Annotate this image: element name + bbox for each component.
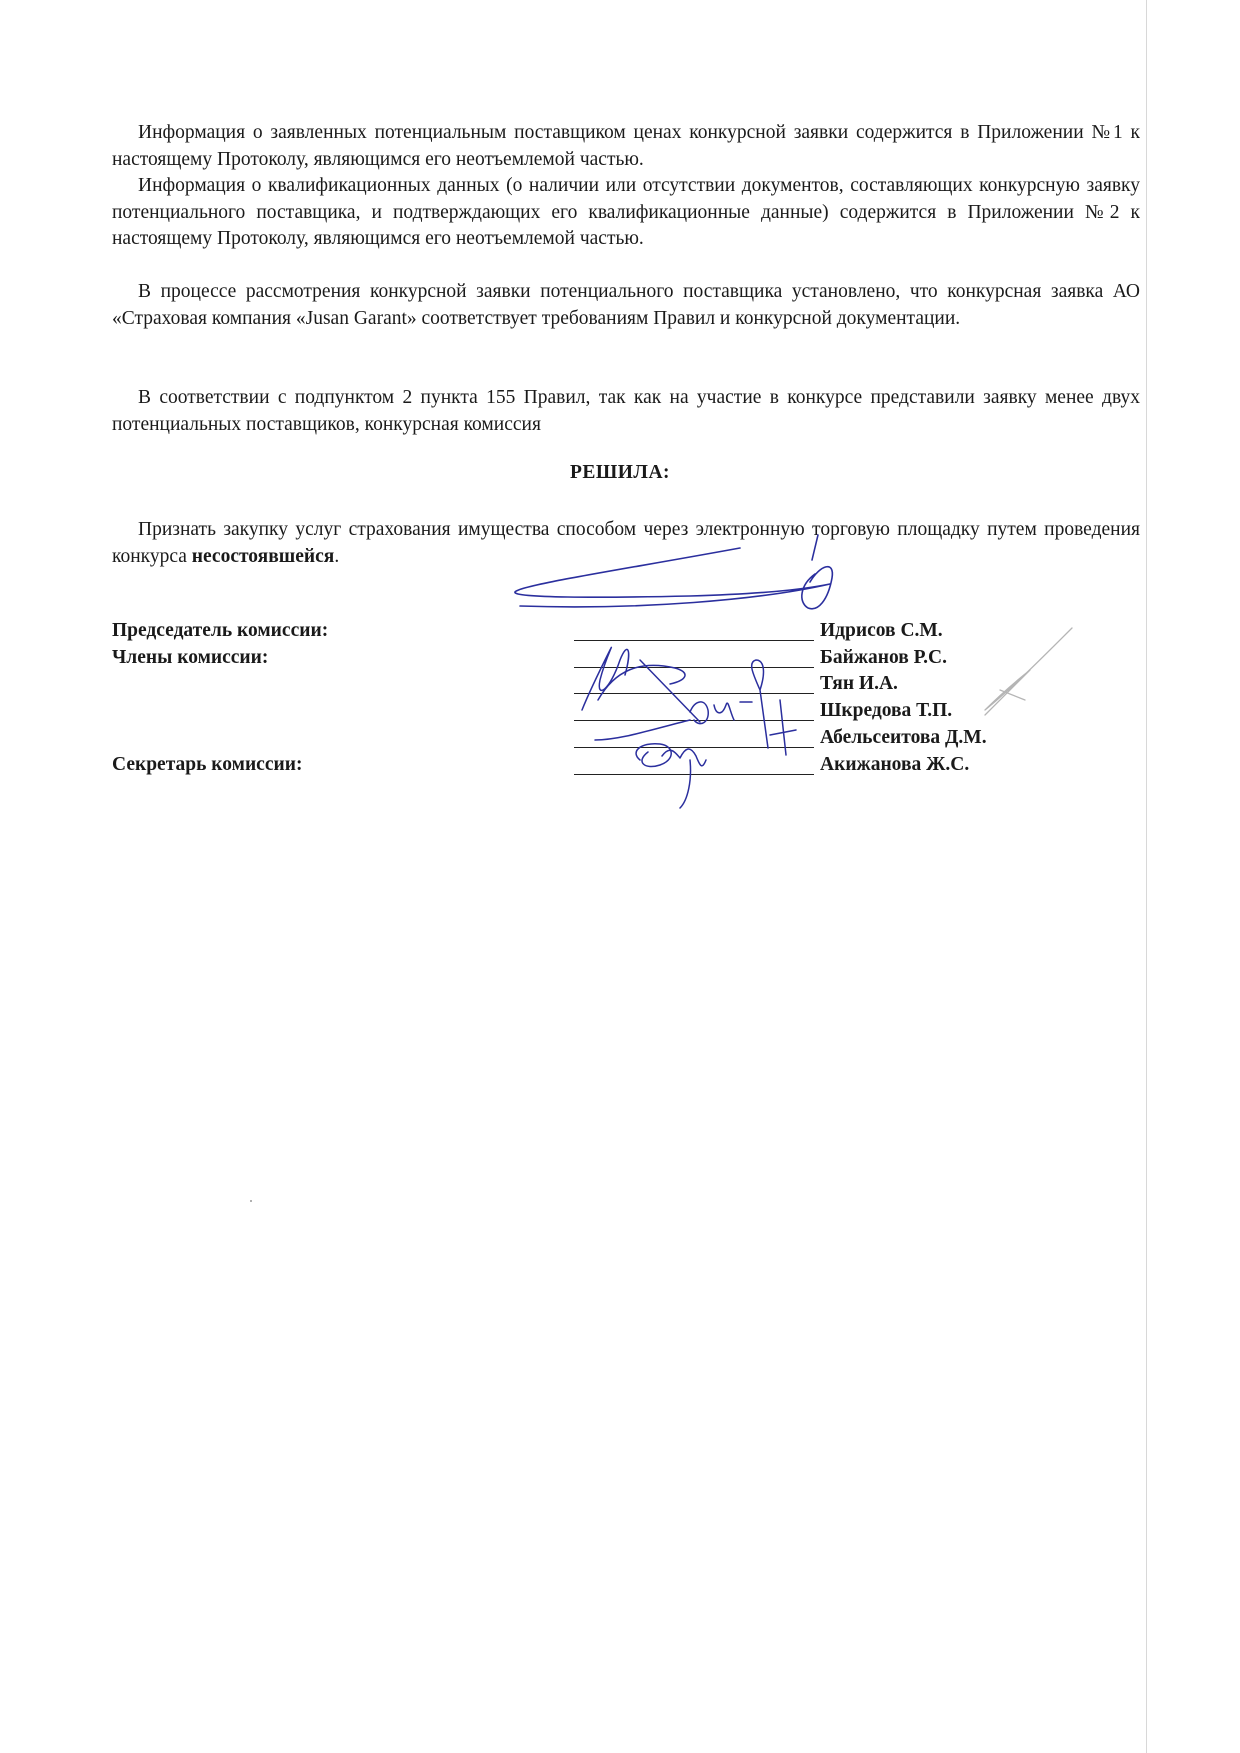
scan-speck xyxy=(250,1200,252,1202)
decision-end: . xyxy=(334,545,340,567)
role-secretary: Секретарь комиссии: xyxy=(112,754,303,775)
signature-row xyxy=(574,618,1074,644)
signature-row xyxy=(574,698,1074,724)
signature-row xyxy=(574,725,1074,751)
role-chairman: Председатель комиссии: xyxy=(112,620,329,641)
decision-bold-word: несостоявшейся xyxy=(191,545,335,567)
signature-line xyxy=(574,774,814,775)
paragraph-decision xyxy=(112,517,1140,570)
paragraph-price-info: Информация о заявленных потенциальным поставщиком ценах конкурсной заявки содержится в Приложении №1 к настоящему Протоколу, являющимся его неотъемлемой частью. xyxy=(112,122,1140,170)
signature-line xyxy=(574,640,814,641)
decision-text: Признать закупку услуг страхования имущества способом через электронную торговую площадку путем проведения конкурса xyxy=(112,519,1140,567)
signature-line xyxy=(574,667,814,668)
signature-row xyxy=(574,645,1074,671)
signatory-name: Абельсеитова Д.М. xyxy=(820,727,987,748)
signatory-name: Тян И.А. xyxy=(820,673,898,694)
signatory-name: Байжанов Р.С. xyxy=(820,647,947,668)
paragraph-review-result: В процессе рассмотрения конкурсной заявки потенциального поставщика установлено, что конкурсная заявка АО «Страховая компания «Jusan Garant» соответствует требованиям Правил и конкурсной документации. xyxy=(112,281,1140,329)
role-members: Члены комиссии: xyxy=(112,647,269,668)
signatory-name: Шкредова Т.П. xyxy=(820,700,953,721)
signature-line xyxy=(574,747,814,748)
scan-edge-line xyxy=(1146,0,1147,1753)
decision-heading: РЕШИЛА: xyxy=(569,462,671,483)
signature-line xyxy=(574,720,814,721)
signature-row xyxy=(574,671,1074,697)
signatory-name: Идрисов С.М. xyxy=(820,620,943,641)
signature-row xyxy=(574,752,1074,778)
paragraph-qualification-info: Информация о квалификационных данных (о наличии или отсутствии документов, составляющих конкурсную заявку потенциального поставщика, и подтверждающих его квалификационные данные) содержится в Приложении №2 к настоящему Протоколу, являющимся его неотъемлемой частью. xyxy=(112,175,1140,249)
signature-line xyxy=(574,693,814,694)
paragraph-legal-basis: В соответствии с подпунктом 2 пункта 155 Правил, так как на участие в конкурсе представили заявку менее двух потенциальных поставщиков, конкурсная комиссия xyxy=(112,387,1140,435)
signatory-name: Акижанова Ж.С. xyxy=(820,754,970,775)
